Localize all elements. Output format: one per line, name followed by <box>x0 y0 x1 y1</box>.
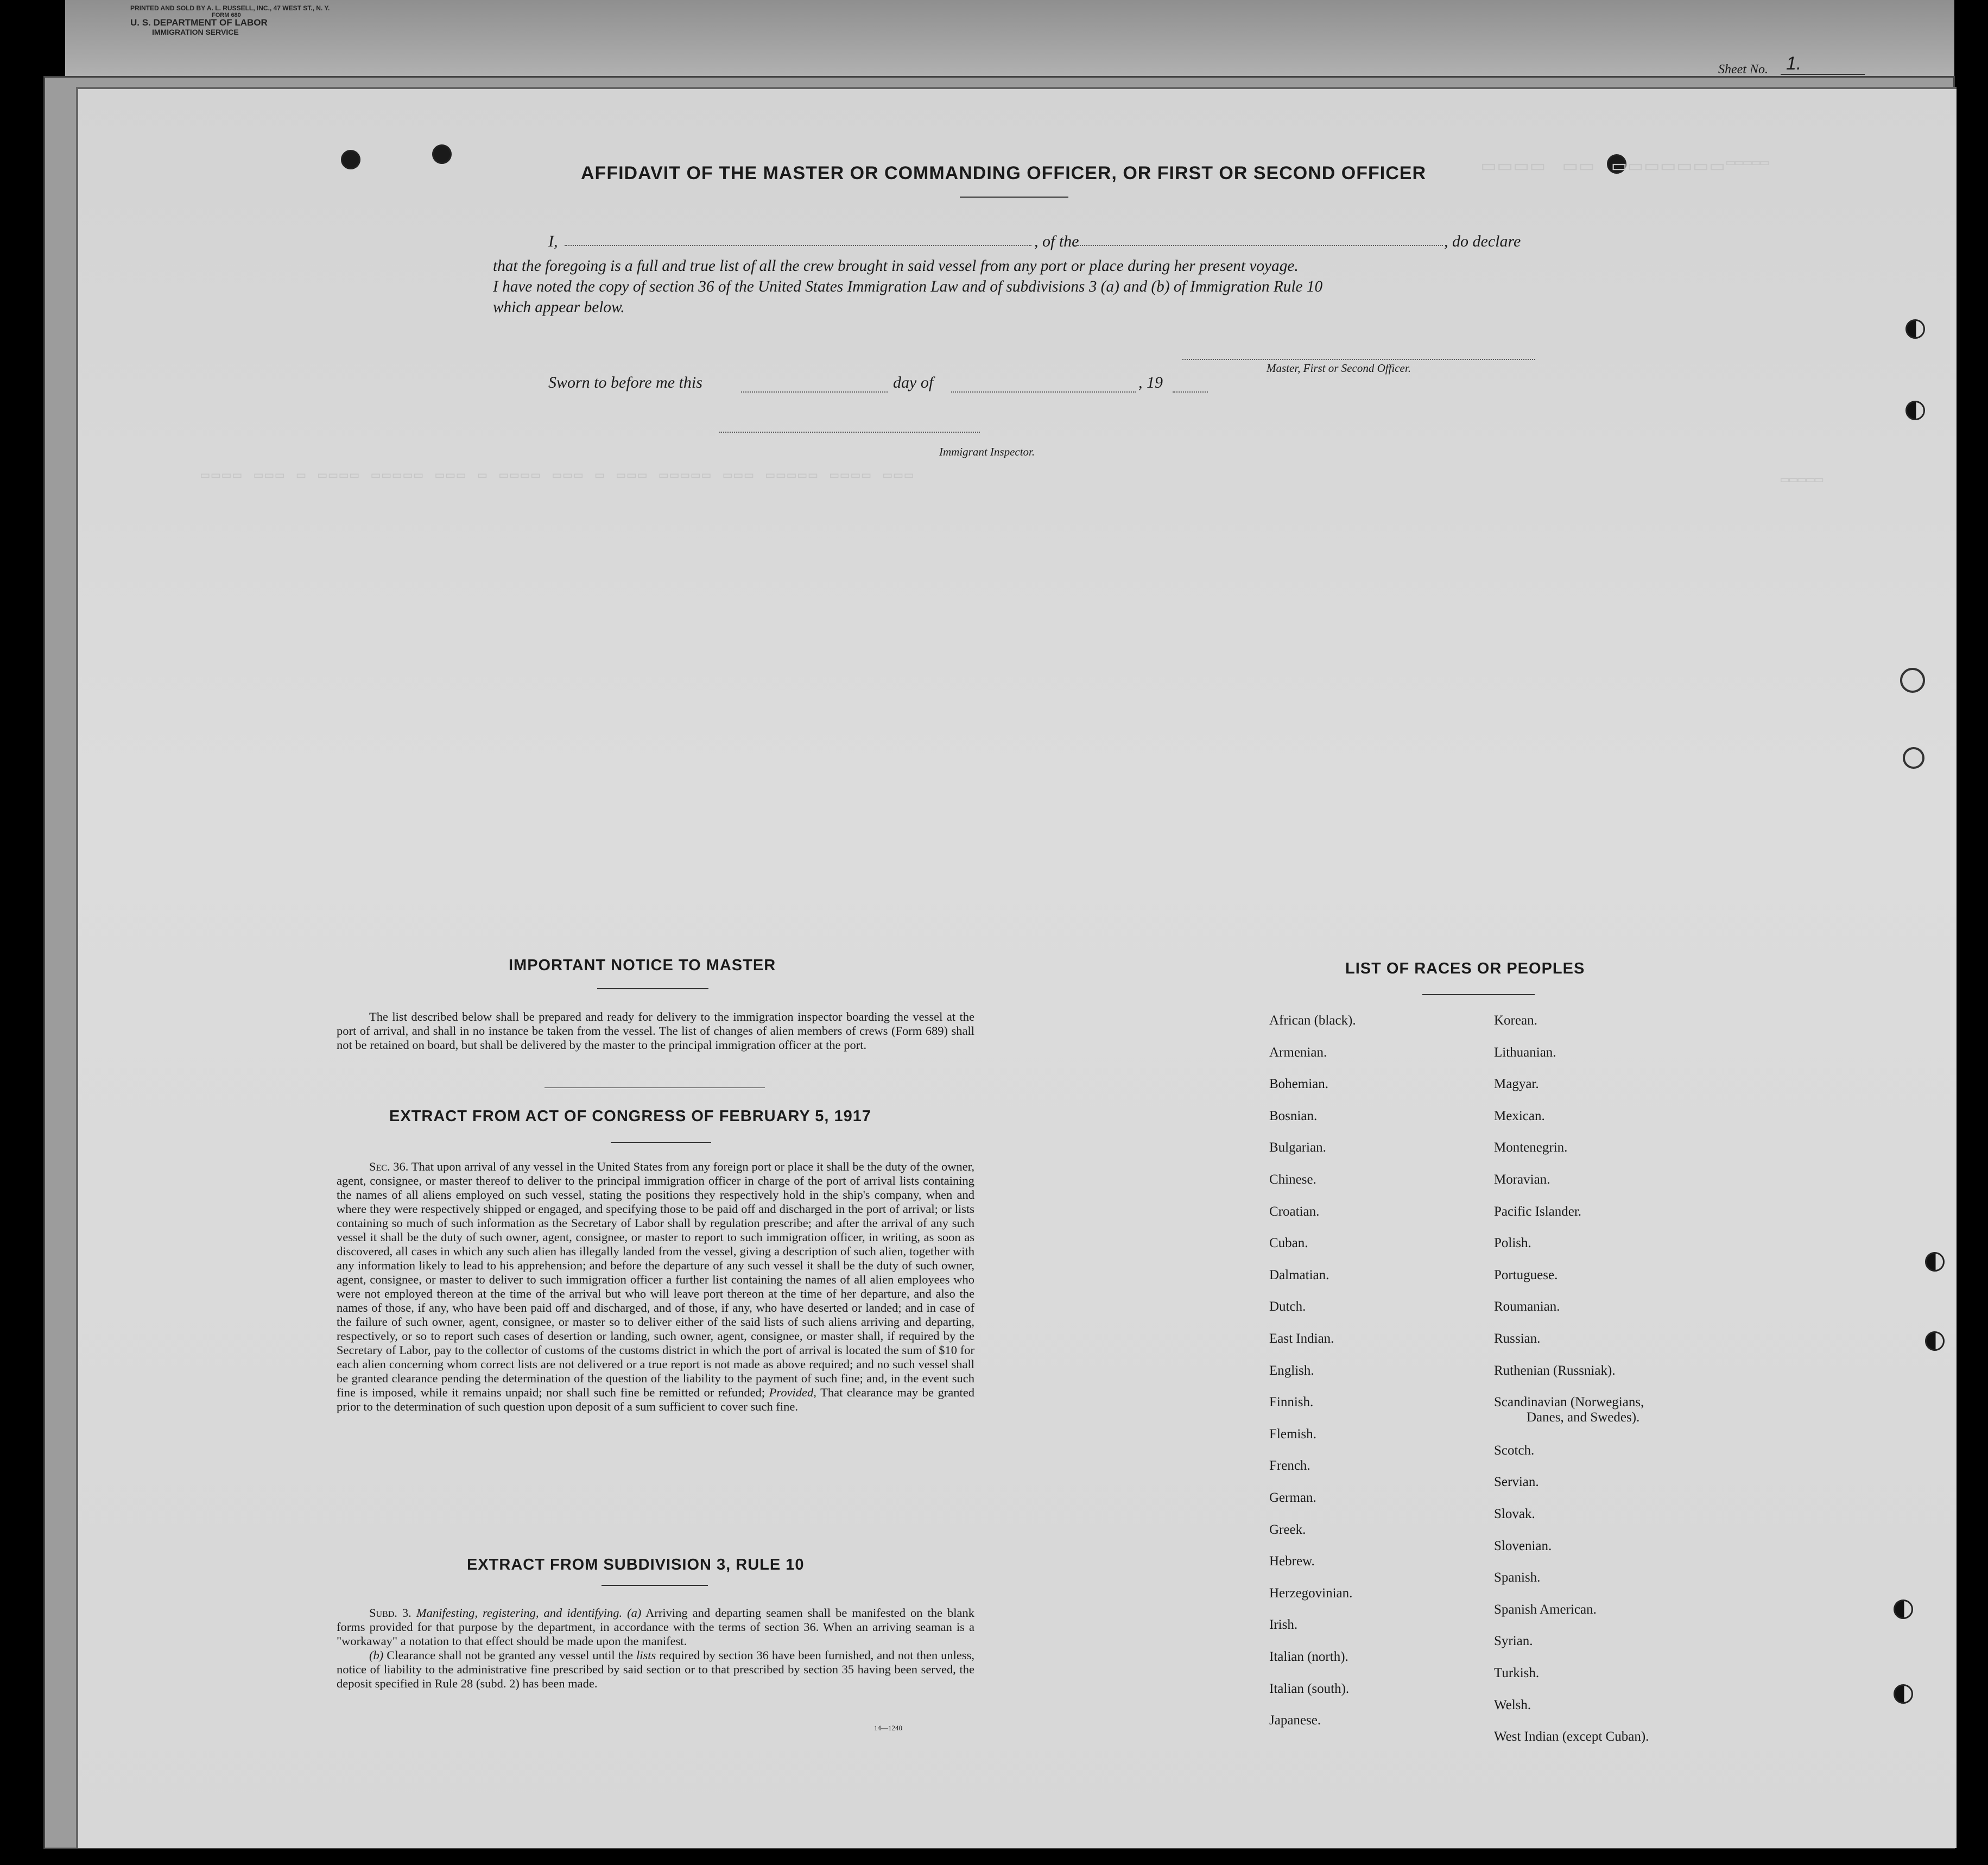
race-entry: Russian. <box>1494 1331 1541 1346</box>
vessel-line <box>1074 244 1443 246</box>
punch-hole <box>1894 1600 1913 1619</box>
clause-a-label: (a) <box>627 1606 642 1620</box>
race-entry: Cuban. <box>1269 1236 1308 1250</box>
punch-hole <box>1900 668 1925 693</box>
bleed-through: ▭▭▭▭▭ <box>1726 155 1769 171</box>
race-entry: West Indian (except Cuban). <box>1494 1729 1649 1744</box>
race-entry: Ruthenian (Russniak). <box>1494 1363 1616 1378</box>
sheet-number-label: Sheet No. <box>1718 62 1768 77</box>
race-entry: Armenian. <box>1269 1045 1327 1060</box>
of-the-label: , of the <box>1034 232 1079 250</box>
bleed-through: ▭▭▭▭ ▭▭▭ ▭ ▭▭▭▭ ▭▭▭▭▭ ▭▭▭ ▭ ▭▭▭▭ ▭▭▭ ▭ ▭▭▭ ▭▭▭▭▭ ▭▭▭ ▭▭▭▭▭ ▭▭▭▭ ▭▭▭ <box>201 467 916 484</box>
provided-label: Provided, <box>769 1386 816 1399</box>
race-entry: Bulgarian. <box>1269 1140 1326 1155</box>
inspector-caption: Immigrant Inspector. <box>939 445 1035 458</box>
section-label: Sec. 36. <box>369 1160 409 1173</box>
race-entry: Lithuanian. <box>1494 1045 1556 1060</box>
race-entry: Turkish. <box>1494 1666 1540 1680</box>
race-entry: Finnish. <box>1269 1395 1314 1409</box>
sheet-number-value: 1. <box>1786 53 1802 74</box>
punch-hole <box>1903 747 1924 769</box>
notice-text: The list described below shall be prepared and ready for delivery to the immigration inspector boarding the vessel at the port of arrival, and shall in no instance be taken from the vessel. The list of changes of alien members of crews (Form 689) shall not be retained on board, but shall be delivered by the master to the principal immigration officer at the port. <box>337 1010 974 1052</box>
race-entry: Syrian. <box>1494 1634 1533 1648</box>
section-body: That upon arrival of any vessel in the United States from any foreign port or place it shall be the duty of the owner, agent, consignee, or master thereof to deliver to the principal immigration officer in charge of the port of arrival lists containing the names of all aliens employed on such vessel, stating the positions they respectively hold in the ship's company, when and where they were respectively shipped or engaged, and specifying those to be paid off and discharged in the port of arrival; or lists containing so much of such information as the Secretary of Labor shall by regulation prescribe; and after the arrival of any such vessel it shall be the duty of such owner, agent, consignee, or master to report to such immigration officer, in writing, as soon as discovered, all cases in which any such alien has illegally landed from the vessel, giving a description of such alien, together with any information likely to lead to his apprehension; and before the departure of any such vessel it shall be the duty of such owner, agent, consignee, or master to deliver to such immigration officer a further list containing the names of all alien employees who were not employed thereon at the time of the arrival but who will leave port thereon at the time of her departure, and also the names of those, if any, who have been paid off and discharged, and of those, if any, who have deserted or landed; and in case of the failure of such owner, agent, consignee, or master so to deliver either of the said lists of such aliens arriving and departing, respectively, or so to report such cases of desertion or landing, such owner, agent, consignee, or master shall, if required by the Secretary of Labor, pay to the collector of customs of the customs district in which the port of arrival is located the sum of $10 for each alien concerning whom correct lists are not delivered or a true report is not made as above required; and no such vessel shall be granted clearance pending the determination of the question of the liability to the payment of such fine; and, in the event such fine is imposed, while it remains unpaid; nor shall such fine be remitted or refunded; <box>337 1160 975 1399</box>
year-label: , 19 <box>1138 374 1163 391</box>
clause-b-text-1: Clearance shall not be granted any vessel until the <box>387 1648 634 1662</box>
form-page <box>76 87 1957 1848</box>
race-entry: Slovak. <box>1494 1507 1535 1521</box>
name-line <box>565 244 1031 246</box>
race-entry: Dalmatian. <box>1269 1268 1329 1282</box>
race-entry: Italian (south). <box>1269 1681 1350 1696</box>
race-entry: French. <box>1269 1458 1310 1473</box>
punch-hole <box>1925 1252 1945 1272</box>
affidavit-line-4: which appear below. <box>493 299 625 316</box>
department-name: U. S. DEPARTMENT OF LABOR <box>130 17 268 28</box>
divider <box>611 1142 711 1143</box>
clause-b-label: (b) <box>369 1648 384 1662</box>
lists-word: lists <box>636 1648 656 1662</box>
race-entry: Flemish. <box>1269 1427 1316 1442</box>
rule-extract-text <box>337 1606 974 1691</box>
signature-caption: Master, First or Second Officer. <box>1267 362 1411 375</box>
race-entry: Dutch. <box>1269 1299 1306 1314</box>
race-entry: Montenegrin. <box>1494 1140 1568 1155</box>
race-entry: Mexican. <box>1494 1109 1545 1123</box>
race-entry: Portuguese. <box>1494 1268 1558 1282</box>
race-entry: Moravian. <box>1494 1172 1550 1187</box>
race-entry: Hebrew. <box>1269 1554 1315 1569</box>
punch-hole <box>1905 401 1925 420</box>
race-entry: Slovenian. <box>1494 1539 1552 1553</box>
clause-b-text-2: required by section 36 have been furnished, and not then unless, notice of liability to the administrative fine prescribed by said section or to that prescribed by section 35 having been served, the deposit specified in Rule 28 (subd. 2) has been made. <box>337 1648 975 1690</box>
race-entry: English. <box>1269 1363 1314 1378</box>
race-entry: Spanish American. <box>1494 1602 1597 1617</box>
bleed-through: ▭▭▭▭ ▭▭ ▭▭▭▭▭▭▭ <box>1482 155 1727 180</box>
inspector-signature-line <box>719 431 980 433</box>
punch-hole <box>432 144 452 164</box>
divider <box>602 1585 708 1586</box>
race-entry: Bosnian. <box>1269 1109 1318 1123</box>
punch-hole <box>1894 1684 1913 1704</box>
year-line <box>1173 391 1208 393</box>
day-line <box>741 391 888 393</box>
month-line <box>951 391 1136 393</box>
race-entry: Japanese. <box>1269 1713 1321 1728</box>
race-entry: Roumanian. <box>1494 1299 1560 1314</box>
subdivision-label: Subd. 3. <box>369 1606 411 1620</box>
punch-hole <box>1925 1331 1945 1351</box>
race-entry: Korean. <box>1494 1013 1537 1028</box>
do-declare-label: , do declare <box>1444 232 1521 250</box>
race-entry: Servian. <box>1494 1475 1539 1489</box>
sworn-label: Sworn to before me this <box>548 374 702 391</box>
divider <box>1422 994 1535 995</box>
section-proviso: That clearance may be granted prior to the determination of such question upon deposit of a sum sufficient to cover such fine. <box>337 1386 975 1413</box>
race-entry: Greek. <box>1269 1522 1306 1537</box>
race-entry: Welsh. <box>1494 1698 1531 1712</box>
race-entry: Croatian. <box>1269 1204 1320 1219</box>
day-of-label: day of <box>893 374 934 391</box>
race-entry: Pacific Islander. <box>1494 1204 1582 1219</box>
affidavit-line-3: I have noted the copy of section 36 of the United States Immigration Law and of subdivisions 3 (a) and (b) of Immigration Rule 10 <box>493 278 1323 295</box>
rule-extract-title: EXTRACT FROM SUBDIVISION 3, RULE 10 <box>467 1556 805 1573</box>
divider <box>960 197 1068 198</box>
race-entry: Irish. <box>1269 1617 1298 1632</box>
race-entry: East Indian. <box>1269 1331 1334 1346</box>
punch-hole <box>341 150 360 169</box>
race-entry: Bohemian. <box>1269 1077 1329 1091</box>
print-code: 14—1240 <box>874 1724 902 1732</box>
race-entry: Spanish. <box>1494 1570 1541 1585</box>
act-extract-text <box>337 1160 974 1414</box>
bleed-through: ▭▭▭▭▭ <box>1781 472 1824 488</box>
race-entry: Scandinavian (Norwegians, <box>1494 1395 1644 1409</box>
printer-line: PRINTED AND SOLD BY A. L. RUSSELL, INC., 47 WEST ST., N. Y. <box>130 4 330 12</box>
i-label: I, <box>548 232 558 250</box>
races-title: LIST OF RACES OR PEOPLES <box>1345 960 1585 977</box>
form-number: FORM 680 <box>212 12 241 18</box>
subdivision-heading: Manifesting, registering, and identifying. <box>416 1606 623 1620</box>
notice-title: IMPORTANT NOTICE TO MASTER <box>509 957 776 974</box>
race-entry: German. <box>1269 1490 1316 1505</box>
race-entry: Herzegovinian. <box>1269 1586 1353 1601</box>
service-name: IMMIGRATION SERVICE <box>152 28 239 36</box>
race-entry-continuation: Danes, and Swedes). <box>1527 1410 1640 1425</box>
race-entry: Italian (north). <box>1269 1649 1348 1664</box>
race-entry: Chinese. <box>1269 1172 1316 1187</box>
signature-line <box>1182 358 1535 360</box>
divider <box>597 988 708 989</box>
race-entry: African (black). <box>1269 1013 1356 1028</box>
affidavit-line-2: that the foregoing is a full and true list of all the crew brought in said vessel from any port or place during her present voyage. <box>493 257 1299 275</box>
punch-hole <box>1905 319 1925 339</box>
act-extract-title: EXTRACT FROM ACT OF CONGRESS OF FEBRUARY 5, 1917 <box>389 1108 872 1125</box>
race-entry: Magyar. <box>1494 1077 1539 1091</box>
race-entry: Polish. <box>1494 1236 1531 1250</box>
race-entry: Scotch. <box>1494 1443 1535 1458</box>
affidavit-title: AFFIDAVIT OF THE MASTER OR COMMANDING OFFICER, OR FIRST OR SECOND OFFICER <box>581 163 1426 184</box>
clause-a-text: Arriving and departing seamen shall be manifested on the blank forms provided for that purpose by the department, in accordance with the terms of section 36. When an arriving seaman is a "workaway" a notation to that effect should be made upon the manifest. <box>337 1606 975 1648</box>
